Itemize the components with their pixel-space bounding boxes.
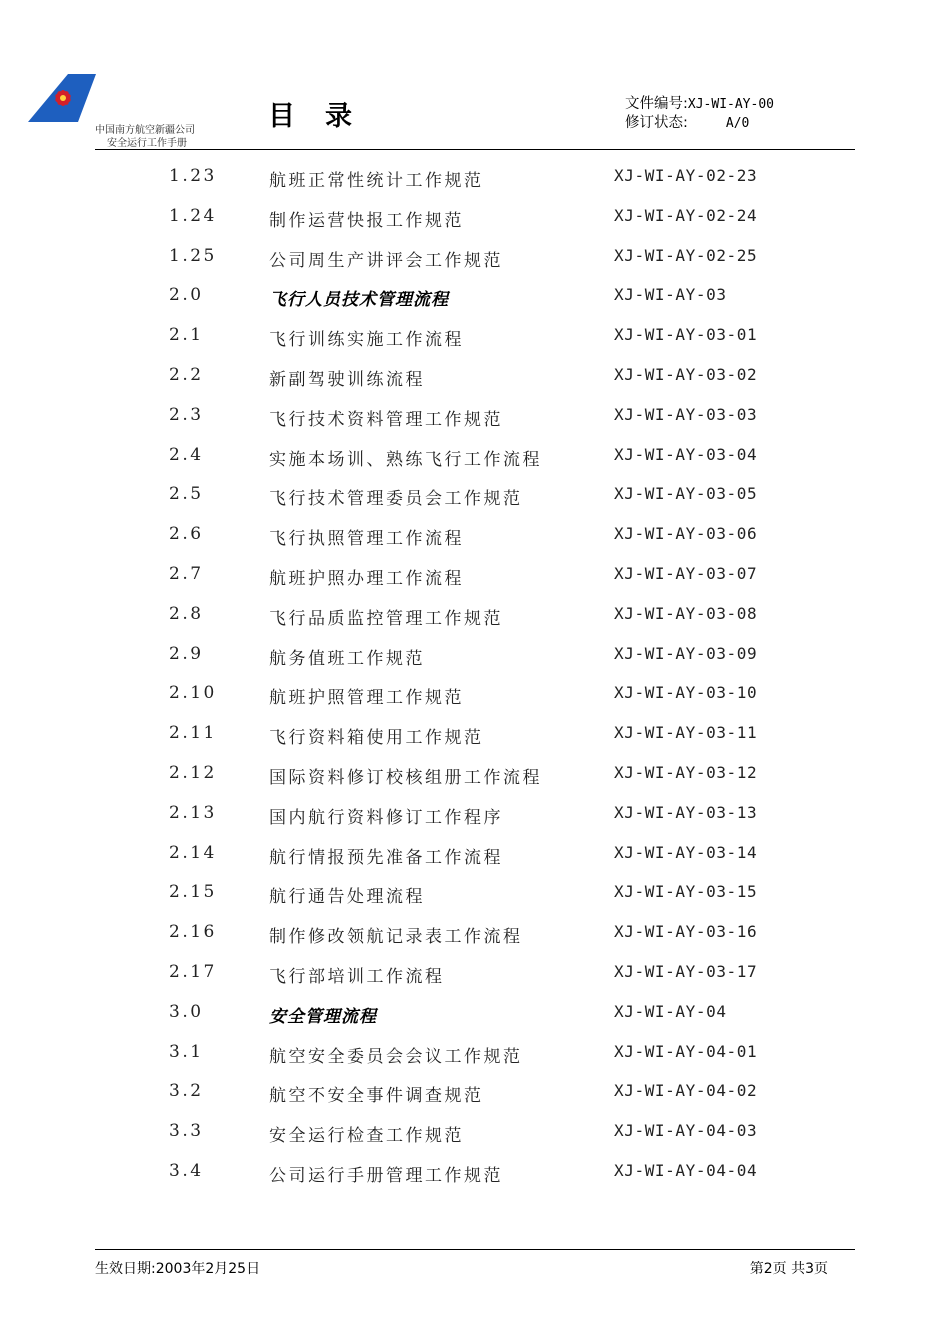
toc-number: 2.0 (169, 285, 204, 306)
toc-doc-code: XJ-WI-AY-03-12 (614, 762, 758, 782)
toc-title: 飞行执照管理工作流程 (269, 529, 464, 550)
toc-row (0, 236, 950, 276)
toc-number: 1.25 (169, 245, 217, 266)
toc-doc-code: XJ-WI-AY-03-14 (614, 842, 758, 862)
toc-title: 航空不安全事件调查规范 (269, 1086, 484, 1107)
toc-row (0, 514, 950, 554)
toc-number: 2.9 (169, 643, 204, 664)
toc-doc-code: XJ-WI-AY-04 (614, 1001, 727, 1021)
toc-title: 航班正常性统计工作规范 (269, 171, 484, 191)
toc-row (0, 594, 950, 634)
toc-doc-code: XJ-WI-AY-03-16 (614, 922, 758, 942)
toc-title: 制作修改领航记录表工作流程 (269, 927, 523, 948)
toc-number: 3.0 (169, 1001, 204, 1022)
toc-doc-code: XJ-WI-AY-03-17 (614, 961, 758, 981)
toc-number: 2.7 (169, 563, 204, 584)
toc-number: 2.17 (169, 961, 217, 982)
toc-row (0, 435, 950, 475)
toc-number: 2.15 (169, 882, 217, 903)
toc-row (0, 833, 950, 873)
toc-doc-code: XJ-WI-AY-03-03 (614, 404, 758, 424)
toc-title: 飞行品质监控管理工作规范 (269, 608, 503, 629)
toc-row (0, 793, 950, 833)
header-divider (95, 149, 855, 150)
toc-row (0, 196, 950, 236)
effective-date: 生效日期:2003年2月25日 (95, 1261, 261, 1277)
toc-row (0, 912, 950, 952)
toc-number: 2.3 (169, 404, 204, 425)
doc-number-row (625, 95, 774, 114)
toc-number: 2.10 (169, 683, 217, 704)
toc-title: 公司运行手册管理工作规范 (269, 1165, 503, 1186)
toc-number: 2.4 (169, 444, 204, 465)
toc-row (0, 554, 950, 594)
toc-doc-code: XJ-WI-AY-03-13 (614, 802, 758, 822)
toc-doc-code: XJ-WI-AY-03-09 (614, 643, 758, 663)
toc-row (0, 1151, 950, 1191)
toc-doc-code: XJ-WI-AY-03-10 (614, 683, 758, 703)
toc-title: 安全运行检查工作规范 (269, 1126, 464, 1147)
page-title: 目录 (268, 101, 382, 132)
toc-doc-code: XJ-WI-AY-04-04 (614, 1160, 758, 1180)
toc-title: 航班护照办理工作流程 (269, 568, 464, 589)
toc-doc-code: XJ-WI-AY-03 (614, 285, 727, 305)
toc-row (0, 1032, 950, 1072)
toc-row (0, 1071, 950, 1111)
toc-doc-code: XJ-WI-AY-03-05 (614, 484, 758, 504)
toc-number: 2.16 (169, 922, 217, 943)
revision-value: A/0 (725, 116, 750, 131)
toc-title: 航行通告处理流程 (269, 887, 425, 908)
toc-doc-code: XJ-WI-AY-02-24 (614, 205, 758, 225)
revision-row (625, 114, 774, 133)
toc-title: 飞行资料箱使用工作规范 (269, 728, 484, 749)
toc-title: 飞行人员技术管理流程 (269, 290, 449, 311)
toc-row (0, 634, 950, 674)
toc-number: 2.6 (169, 524, 204, 545)
toc-section-row (0, 275, 950, 315)
toc-doc-code: XJ-WI-AY-03-07 (614, 563, 758, 583)
page-number: 第2页 共3页 (749, 1261, 828, 1277)
toc-number: 2.14 (169, 842, 217, 863)
toc-doc-code: XJ-WI-AY-03-08 (614, 603, 758, 623)
toc-doc-code: XJ-WI-AY-04-03 (614, 1121, 758, 1141)
toc-number: 2.5 (169, 484, 204, 505)
toc-number: 2.2 (169, 364, 204, 385)
toc-title: 飞行技术资料管理工作规范 (269, 409, 503, 430)
company-name-line1: 中国南方航空新疆公司 (95, 125, 195, 136)
toc-number: 3.4 (169, 1160, 204, 1181)
toc-doc-code: XJ-WI-AY-03-02 (614, 364, 758, 384)
toc-title: 安全管理流程 (269, 1006, 377, 1027)
toc-title: 航空安全委员会会议工作规范 (269, 1046, 523, 1067)
toc-title: 新副驾驶训练流程 (269, 369, 425, 390)
toc-doc-code: XJ-WI-AY-03-15 (614, 882, 758, 902)
toc-doc-code: XJ-WI-AY-02-23 (614, 166, 758, 185)
toc-title: 飞行训练实施工作流程 (269, 330, 464, 351)
toc-title: 航务值班工作规范 (269, 648, 425, 669)
toc-number: 2.11 (169, 723, 217, 744)
toc-row (0, 753, 950, 793)
toc-number: 3.2 (169, 1081, 204, 1102)
toc-title: 国际资料修订校核组册工作流程 (269, 767, 542, 788)
toc-doc-code: XJ-WI-AY-03-01 (614, 325, 758, 345)
toc-doc-code: XJ-WI-AY-04-01 (614, 1041, 758, 1061)
toc-row (0, 315, 950, 355)
toc-row (0, 952, 950, 992)
toc-number: 2.13 (169, 802, 217, 823)
toc-doc-code: XJ-WI-AY-02-25 (614, 245, 758, 265)
toc-row (0, 395, 950, 435)
toc-row (0, 156, 950, 196)
toc-title: 航行情报预先准备工作流程 (269, 847, 503, 868)
toc-title: 飞行技术管理委员会工作规范 (269, 489, 523, 510)
toc-row (0, 355, 950, 395)
toc-section-row (0, 992, 950, 1032)
toc-title: 实施本场训、熟练飞行工作流程 (269, 449, 542, 470)
footer-divider (95, 1249, 855, 1250)
toc-number: 1.23 (169, 166, 217, 186)
toc-number: 1.24 (169, 205, 217, 226)
toc-title: 国内航行资料修订工作程序 (269, 807, 503, 828)
document-info (625, 95, 774, 133)
doc-number-label: 文件编号: (625, 96, 688, 112)
toc-number: 2.1 (169, 325, 204, 346)
toc-doc-code: XJ-WI-AY-03-06 (614, 524, 758, 544)
revision-label: 修订状态: (625, 115, 688, 131)
toc-doc-code: XJ-WI-AY-04-02 (614, 1081, 758, 1101)
toc-doc-code: XJ-WI-AY-03-11 (614, 723, 758, 743)
toc-row (0, 872, 950, 912)
toc-title: 制作运营快报工作规范 (269, 210, 464, 231)
doc-number-value: XJ-WI-AY-00 (687, 97, 774, 112)
table-of-contents (0, 156, 950, 1191)
toc-row (0, 713, 950, 753)
toc-row (0, 673, 950, 713)
toc-number: 2.12 (169, 762, 217, 783)
toc-title: 飞行部培训工作流程 (269, 966, 445, 987)
toc-number: 3.3 (169, 1121, 204, 1142)
toc-number: 3.1 (169, 1041, 204, 1062)
toc-doc-code: XJ-WI-AY-03-04 (614, 444, 758, 464)
toc-title: 公司周生产讲评会工作规范 (269, 250, 503, 271)
company-name (95, 124, 255, 150)
toc-row (0, 474, 950, 514)
toc-number: 2.8 (169, 603, 204, 624)
toc-title: 航班护照管理工作规范 (269, 688, 464, 709)
company-logo (28, 74, 96, 124)
toc-row (0, 1111, 950, 1151)
manual-name: 安全运行工作手册 (107, 138, 187, 149)
